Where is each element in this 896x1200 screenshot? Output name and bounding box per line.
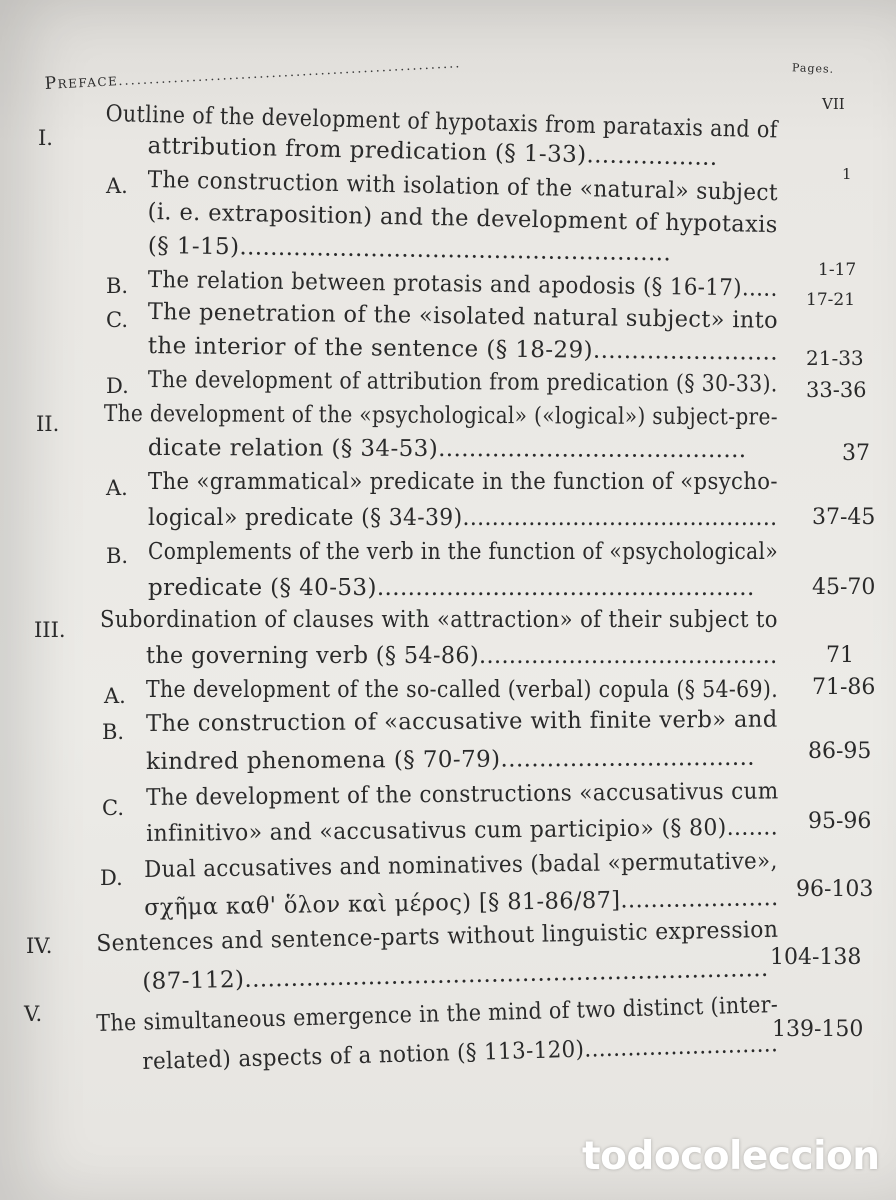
subsection-letter: B. (102, 720, 125, 744)
entry-line: related) aspects of a notion (§ 113-120)........................... (142, 1031, 779, 1075)
subsection-letter: A. (106, 174, 128, 198)
preface-dots: ........................................................ (117, 56, 462, 90)
subsection-letter: C. (106, 308, 128, 332)
preface-label: Preface (44, 70, 119, 94)
pages-column-header: Pages. (791, 61, 835, 76)
entry-line: dicate relation (§ 34-53)........................................ (147, 435, 747, 464)
section-numeral: IV. (26, 934, 53, 958)
page-number: 45-70 (812, 575, 876, 600)
page-number: 21-33 (806, 346, 864, 370)
entry-line: The simultaneous emergence in the mind of two distinct (inter- (96, 991, 779, 1037)
page-number: 33-36 (806, 378, 867, 402)
page-number: 104-138 (770, 945, 862, 970)
preface-page-number: VII (822, 95, 845, 113)
entry-line: (87-112).................................................................... (142, 955, 769, 995)
page-number: 71 (826, 643, 854, 668)
subsection-letter: A. (104, 684, 126, 708)
entry-line: The construction with isolation of the «natural» subject (147, 166, 779, 207)
entry-line: logical» predicate (§ 34-39)........................................... (148, 505, 778, 531)
page-number: 37 (842, 441, 870, 466)
entry-line: The development of the «psychological» («logical») subject-pre- (103, 401, 778, 431)
preface-line (44, 48, 462, 100)
entry-line: Dual accusatives and nominatives (badal «permutative», (144, 848, 778, 883)
entry-line: (§ 1-15)........................................................ (147, 232, 672, 267)
entry-line: kindred phenomena (§ 70-79)................................. (146, 744, 756, 775)
entry-line: The development of the constructions «accusativus cum (146, 778, 779, 811)
watermark-logo: todocoleccion (582, 1134, 880, 1179)
subsection-letter: D. (100, 866, 123, 890)
entry-line: predicate (§ 40-53)................................................. (148, 575, 755, 601)
entry-line: attribution from predication (§ 1-33)................. (147, 132, 718, 171)
subsection-letter: D. (106, 374, 129, 398)
entry-line: the interior of the sentence (§ 18-29)........................ (147, 332, 779, 366)
entry-line: Subordination of clauses with «attraction» of their subject to (100, 607, 778, 633)
section-numeral: II. (36, 412, 60, 436)
subsection-letter: B. (106, 274, 129, 298)
entry-line: The relation between protasis and apodosis (§ 16-17)..... (147, 266, 778, 302)
entry-line: The penetration of the «isolated natural subject» into (147, 298, 779, 334)
subsection-letter: C. (102, 796, 124, 820)
page-number: 139-150 (772, 1017, 864, 1042)
entry-line: (i. e. extraposition) and the development of hypotaxis (147, 198, 778, 239)
page-number: 86-95 (808, 739, 872, 764)
entry-line: The development of attribution from predication (§ 30-33). (147, 366, 778, 398)
page-number: 37-45 (812, 505, 876, 530)
subsection-letter: A. (106, 476, 128, 500)
page-number: 95-96 (808, 809, 872, 834)
page-number: 1 (842, 165, 852, 183)
entry-line: The construction of «accusative with finite verb» and (146, 706, 778, 737)
subsection-letter: B. (106, 544, 129, 568)
entry-line: infinitivo» and «accusativus cum participio» (§ 80)....... (146, 814, 779, 847)
page-number: 17-21 (806, 290, 856, 310)
page-number: 1-17 (818, 260, 857, 280)
page-number: 96-103 (796, 877, 874, 902)
section-numeral: III. (34, 618, 66, 642)
section-numeral: I. (38, 126, 53, 150)
entry-line: σχῆμα καθ' ὅλον καὶ μέρος) [§ 81-86/87]..................... (144, 885, 779, 921)
entry-line: Outline of the development of hypotaxis from parataxis and of (105, 100, 779, 144)
page-number: 71-86 (812, 675, 876, 700)
entry-line: The «grammatical» predicate in the function of «psycho- (148, 469, 778, 495)
entry-line: Complements of the verb in the function of «psychological» (148, 539, 779, 565)
section-numeral: V. (24, 1002, 43, 1026)
entry-line: Sentences and sentence-parts without linguistic expression (96, 916, 779, 957)
entry-line: the governing verb (§ 54-86)........................................ (146, 643, 778, 669)
entry-line: The development of the so-called (verbal) copula (§ 54-69). (146, 677, 779, 703)
